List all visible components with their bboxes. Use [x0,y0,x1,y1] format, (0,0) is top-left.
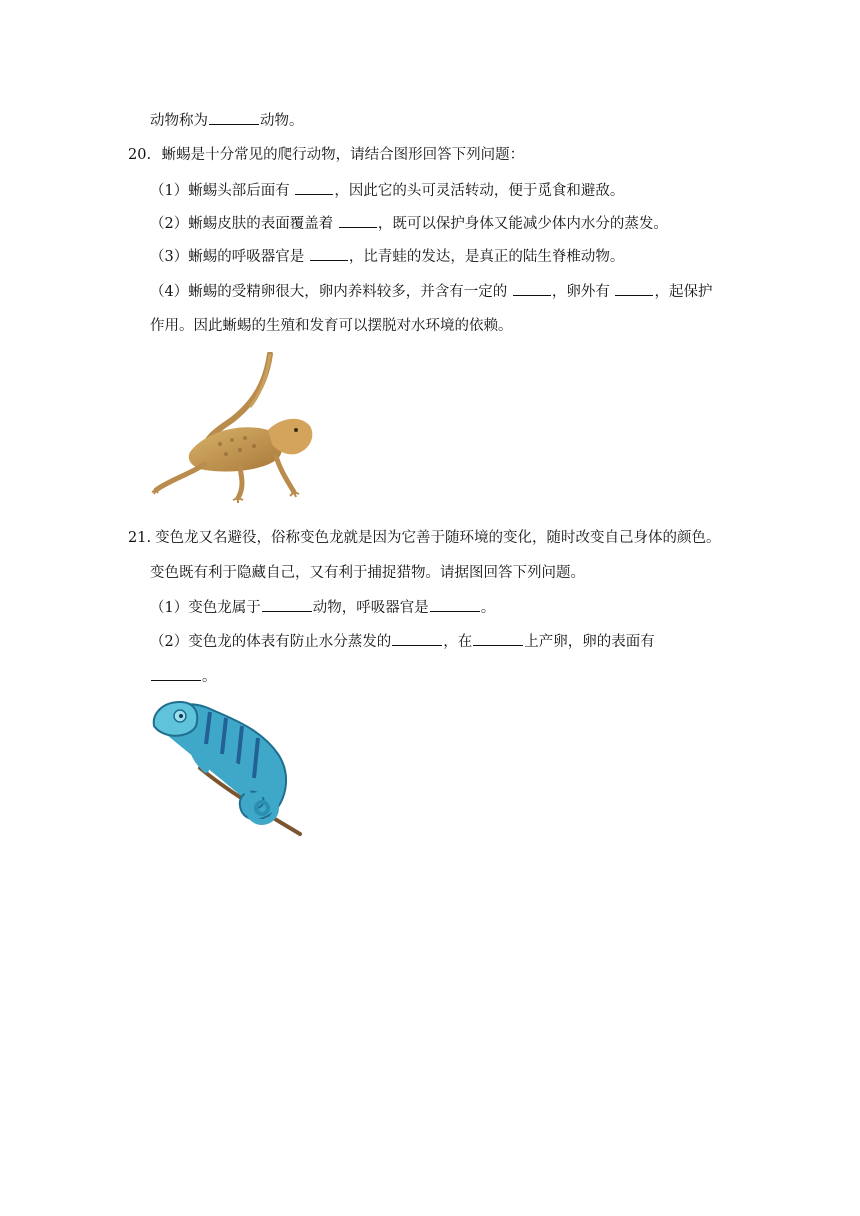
answer-blank [513,281,551,296]
question-20-part-4 [150,281,712,302]
answer-blank [473,631,523,646]
question-21-stem-line-2 [150,563,585,583]
answer-blank [392,631,442,646]
carryover-text-pre: 动物称为 [150,113,208,129]
part-text: 。 [202,669,217,685]
chameleon-image [150,698,302,840]
question-stem: 变色龙又名避役，俗称变色龙就是因为它善于随环境的变化，随时改变自己身体的颜色。 [155,530,721,546]
lizard-image [150,352,320,507]
part-text: （2）蜥蜴皮肤的表面覆盖着 [150,216,338,232]
answer-blank [295,180,333,195]
answer-blank [209,110,259,125]
question-20-part-4-continued [150,316,513,336]
answer-blank [262,597,312,612]
question-20-part-2 [150,213,668,234]
part-text: （1）蜥蜴头部后面有 [150,183,295,199]
answer-blank [339,213,377,228]
answer-blank [615,281,653,296]
part-text: （4）蜥蜴的受精卵很大，卵内养料较多，并含有一定的 [150,284,512,300]
carryover-text-post: 动物。 [260,113,304,129]
answer-blank [310,246,348,261]
question-number: 21. [128,530,152,546]
part-text: 动物，呼吸器官是 [312,600,429,616]
question-number: 20. [128,147,152,163]
question-21-part-2 [150,631,655,652]
part-text: ，卵外有 [551,284,615,300]
part-text: ，比青蛙的发达，是真正的陆生脊椎动物。 [348,249,625,265]
carryover-line [150,110,304,131]
part-text: ，因此它的头可灵活转动，便于觅食和避敌。 [334,183,625,199]
answer-blank [430,597,480,612]
question-20-stem [128,145,524,165]
part-text: 上产卵，卵的表面有 [524,634,655,650]
part-text: 作用。因此蜥蜴的生殖和发育可以摆脱对水环境的依赖。 [150,318,513,334]
question-21-part-1 [150,597,495,618]
part-text: ，既可以保护身体又能减少体内水分的蒸发。 [377,216,668,232]
part-text: 。 [480,600,496,616]
question-stem: 变色既有利于隐藏自己，又有利于捕捉猎物。请据图回答下列问题。 [150,565,585,581]
question-20-part-3 [150,246,624,267]
part-text: （3）蜥蜴的呼吸器官是 [150,249,309,265]
question-21-stem-line-1 [128,528,721,548]
question-20-part-1 [150,180,624,201]
part-text: （1）变色龙属于 [150,600,261,616]
part-text: （2）变色龙的体表有防止水分蒸发的 [150,634,392,650]
question-21-part-2-continued [150,666,217,687]
part-text: ，在 [443,634,473,650]
answer-blank [151,666,201,681]
question-stem: 蜥蜴是十分常见的爬行动物，请结合图形回答下列问题： [161,147,525,163]
part-text: ，起保护 [654,284,713,300]
